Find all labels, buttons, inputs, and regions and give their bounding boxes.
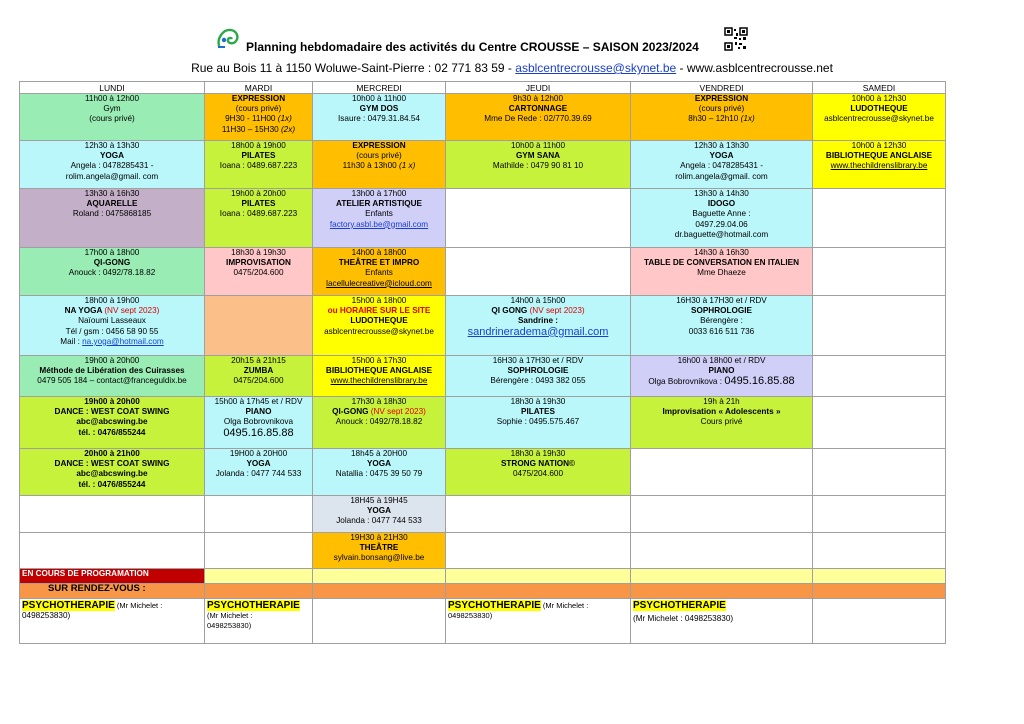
in-programming-label: EN COURS DE PROGRAMATION	[20, 569, 205, 584]
table-row	[20, 449, 946, 496]
activity-cell: 13h30 à 16h30 AQUARELLE Roland : 0475868185	[20, 189, 205, 248]
activity-cell: EXPRESSION (cours privé) 11h30 à 13h00 (1 x)	[313, 141, 446, 189]
empty-cell	[813, 397, 946, 449]
activity-cell: 9h30 à 12h00 CARTONNAGE Mme De Rede : 02/770.39.69	[446, 94, 631, 141]
empty-cell	[813, 296, 946, 356]
activity-cell: 14h00 à 18h00 THEÂTRE ET IMPRO Enfants lacellulecreative@icloud.com	[313, 248, 446, 296]
activity-cell: 18h00 à 19h00 NA YOGA (NV sept 2023) Naïoumi Lasseaux Tél / gsm : 0456 58 90 55 Mail : na.yoga@hotmail.com	[20, 296, 205, 356]
psychotherapy-row	[20, 599, 946, 644]
empty-cell	[205, 533, 313, 569]
activity-cell: 16h00 à 18h00 et / RDV PIANO Olga Bobrovnikova : 0495.16.85.88	[631, 356, 813, 397]
activity-cell: EXPRESSION (cours privé) 8h30 – 12h10 (1x)	[631, 94, 813, 141]
activity-cell: 10h00 à 11h00 GYM DOS Isaure : 0479.31.84.54	[313, 94, 446, 141]
email-link[interactable]: lacellulecreative@icloud.com	[326, 278, 432, 288]
library-link[interactable]: www.thechildrenslibrary.be	[330, 376, 428, 386]
empty-cell	[446, 496, 631, 533]
empty-cell	[813, 449, 946, 496]
table-row	[20, 141, 946, 189]
table-row	[20, 296, 946, 356]
day-header-mardi: MARDI	[205, 82, 313, 94]
activity-cell: 10h00 à 12h30 BIBLIOTHEQUE ANGLAISE www.thechildrenslibrary.be	[813, 141, 946, 189]
activity-cell: 17h00 à 18h00 QI-GONG Anouck : 0492/78.18.82	[20, 248, 205, 296]
table-row	[20, 189, 946, 248]
activity-cell: 18h30 à 19h30 IMPROVISATION 0475/204.600	[205, 248, 313, 296]
activity-cell: 14h30 à 16h30 TABLE DE CONVERSATION EN ITALIEN Mme Dhaeze	[631, 248, 813, 296]
empty-cell	[20, 496, 205, 533]
empty-cell	[813, 356, 946, 397]
email-link[interactable]: na.yoga@hotmail.com	[82, 336, 164, 346]
appointment-label: SUR RENDEZ-VOUS :	[20, 584, 205, 599]
empty-cell	[813, 248, 946, 296]
day-header-lundi: LUNDI	[20, 82, 205, 94]
empty-cell	[20, 533, 205, 569]
empty-cell	[813, 533, 946, 569]
activity-cell: 19h00 à 20h00 PILATES Ioana : 0489.687.223	[205, 189, 313, 248]
activity-cell: 10h00 à 12h30 LUDOTHEQUE asblcentrecrousse@skynet.be	[813, 94, 946, 141]
activity-cell: 17h30 à 18h30 QI-GONG (NV sept 2023) Anouck : 0492/78.18.82	[313, 397, 446, 449]
activity-cell: 19h00 à 20h00 DANCE : WEST COAT SWING abc@abcswing.be tél. : 0476/855244	[20, 397, 205, 449]
activity-cell: 16H30 à 17H30 et / RDV SOPHROLOGIE Bérengère : 0033 616 511 736	[631, 296, 813, 356]
empty-cell	[205, 296, 313, 356]
page-header	[0, 24, 1024, 82]
empty-cell	[631, 533, 813, 569]
activity-cell: 19h à 21h Improvisation « Adolescents » Cours privé	[631, 397, 813, 449]
activity-cell: 20h00 à 21h00 DANCE : WEST COAT SWING abc@abcswing.be tél. : 0476/855244	[20, 449, 205, 496]
activity-cell: 14h00 à 15h00 QI GONG (NV sept 2023) Sandrine : sandrineradema@gmail.com	[446, 296, 631, 356]
psychotherapy-cell: PSYCHOTHERAPIE (Mr Michelet : 0498253830)	[631, 599, 813, 644]
address-line: Rue au Bois 11 à 1150 Woluwe-Saint-Pierre : 02 771 83 59 - asblcentrecrousse@skynet.be - www.asblcentrecrousse.net	[191, 61, 833, 75]
programming-row	[20, 569, 946, 584]
activity-cell: 18h30 à 19h30 STRONG NATION© 0475/204.600	[446, 449, 631, 496]
activity-cell: 16H30 à 17H30 et / RDV SOPHROLOGIE Bérengère : 0493 382 055	[446, 356, 631, 397]
activity-cell: 15h00 à 17h30 BIBLIOTHEQUE ANGLAISE www.thechildrenslibrary.be	[313, 356, 446, 397]
email-link[interactable]: factory.asbl.be@gmail.com	[329, 219, 429, 229]
day-header-mercredi: MERCREDI	[313, 82, 446, 94]
table-row	[20, 248, 946, 296]
activity-cell: 19H00 à 20H00 YOGA Jolanda : 0477 744 533	[205, 449, 313, 496]
page-title: Planning hebdomadaire des activités du Centre CROUSSE – SAISON 2023/2024	[246, 40, 699, 54]
appointment-row	[20, 584, 946, 599]
empty-cell	[631, 496, 813, 533]
psychotherapy-cell: PSYCHOTHERAPIE (Mr Michelet : 0498253830)	[205, 599, 313, 644]
activity-cell: 18h45 à 20H00 YOGA Natallia : 0475 39 50 79	[313, 449, 446, 496]
empty-cell	[313, 599, 446, 644]
day-header-vendredi: VENDREDI	[631, 82, 813, 94]
empty-cell	[813, 599, 946, 644]
activity-cell: 12h30 à 13h30 YOGA Angela : 0478285431 - rolim.angela@gmail. com	[631, 141, 813, 189]
empty-cell	[813, 496, 946, 533]
psychotherapy-cell: PSYCHOTHERAPIE (Mr Michelet : 0498253830)	[446, 599, 631, 644]
activity-cell: 18H45 à 19H45 YOGA Jolanda : 0477 744 533	[313, 496, 446, 533]
email-link[interactable]: sandrineradema@gmail.com	[467, 325, 609, 338]
empty-cell	[631, 449, 813, 496]
activity-cell: 13h00 à 17h00 ATELIER ARTISTIQUE Enfants factory.asbl.be@gmail.com	[313, 189, 446, 248]
empty-cell	[813, 189, 946, 248]
empty-cell	[446, 533, 631, 569]
table-row	[20, 356, 946, 397]
activity-cell: 11h00 à 12h00 Gym (cours privé)	[20, 94, 205, 141]
email-link[interactable]: asblcentrecrousse@skynet.be	[515, 61, 677, 75]
centre-logo-icon	[215, 26, 241, 50]
table-row	[20, 94, 946, 141]
qr-code-icon	[724, 27, 748, 51]
activity-cell: 12h30 à 13h30 YOGA Angela : 0478285431 - rolim.angela@gmail. com	[20, 141, 205, 189]
activity-cell: 19H30 à 21H30 THEÂTRE sylvain.bonsang@live.be	[313, 533, 446, 569]
day-header-row	[20, 82, 946, 94]
day-header-samedi: SAMEDI	[813, 82, 946, 94]
empty-cell	[446, 248, 631, 296]
activity-cell: 10h00 à 11h00 GYM SANA Mathilde : 0479 90 81 10	[446, 141, 631, 189]
activity-cell: 20h15 à 21h15 ZUMBA 0475/204.600	[205, 356, 313, 397]
empty-cell	[446, 189, 631, 248]
library-link[interactable]: www.thechildrenslibrary.be	[830, 161, 928, 171]
activity-cell: 19h00 à 20h00 Méthode de Libération des Cuirasses 0479 505 184 – contact@franceguldix.be	[20, 356, 205, 397]
day-header-jeudi: JEUDI	[446, 82, 631, 94]
psychotherapy-cell: PSYCHOTHERAPIE (Mr Michelet : 0498253830)	[20, 599, 205, 644]
table-row	[20, 496, 946, 533]
activity-cell: 18h30 à 19h30 PILATES Sophie : 0495.575.467	[446, 397, 631, 449]
activity-cell: 15h00 à 17h45 et / RDV PIANO Olga Bobrovnikova 0495.16.85.88	[205, 397, 313, 449]
empty-cell	[205, 496, 313, 533]
activity-cell: 15h00 à 18h00 ou HORAIRE SUR LE SITE LUDOTHEQUE asblcentrecrousse@skynet.be	[313, 296, 446, 356]
table-row	[20, 397, 946, 449]
activity-cell: EXPRESSION (cours privé) 9H30 - 11H00 (1x) 11H30 – 15H30 (2x)	[205, 94, 313, 141]
activity-cell: 13h30 à 14h30 IDOGO Baguette Anne : 0497.29.04.06 dr.baguette@hotmail.com	[631, 189, 813, 248]
weekly-schedule-table	[19, 81, 946, 644]
table-row	[20, 533, 946, 569]
activity-cell: 18h00 à 19h00 PILATES Ioana : 0489.687.223	[205, 141, 313, 189]
